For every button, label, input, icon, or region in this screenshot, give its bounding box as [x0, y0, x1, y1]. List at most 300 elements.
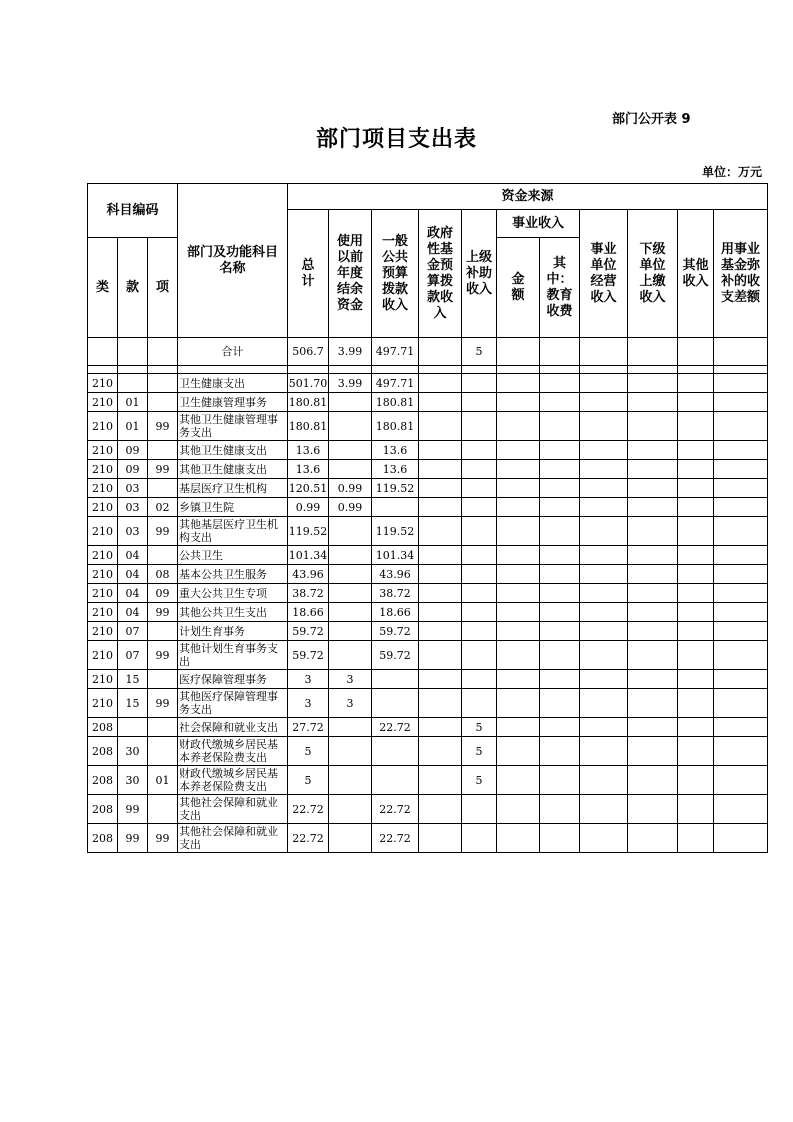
cell-kuan: 07: [118, 622, 148, 641]
cell-xiang: 02: [148, 498, 178, 517]
cell-gov-fund: [419, 498, 462, 517]
cell-prev: [329, 584, 372, 603]
cell-xiang: [148, 737, 178, 766]
cell-operating: [580, 603, 628, 622]
cell-kuan: 04: [118, 546, 148, 565]
cell-prev: [329, 718, 372, 737]
cell-xiang: [148, 622, 178, 641]
cell-subordinate: [628, 374, 678, 393]
cell-lei: 210: [88, 603, 118, 622]
cell-other: [678, 689, 714, 718]
cell-gov-fund: [419, 479, 462, 498]
cell-lei: 210: [88, 412, 118, 441]
table-row: [88, 460, 768, 479]
cell-subordinate: [628, 584, 678, 603]
cell-general: [372, 737, 419, 766]
cell-kuan: [118, 718, 148, 737]
cell-prev: [329, 737, 372, 766]
cell-operating: [580, 565, 628, 584]
cell-superior: [462, 565, 497, 584]
cell-name: 乡镇卫生院: [178, 498, 288, 517]
cell-total: 59.72: [288, 641, 329, 670]
cell-general: [372, 766, 419, 795]
cell-subordinate: [628, 795, 678, 824]
cell-prev: 0.99: [329, 498, 372, 517]
cell-edu: [540, 498, 580, 517]
cell-kuan: 09: [118, 460, 148, 479]
cell-other: [678, 517, 714, 546]
cell-gov-fund: [419, 689, 462, 718]
cell-operating: [580, 441, 628, 460]
total-amount: 506.7: [288, 338, 329, 366]
cell-amount: [497, 441, 540, 460]
cell-subordinate: [628, 689, 678, 718]
table-row: [88, 622, 768, 641]
cell-kuan: 30: [118, 766, 148, 795]
cell-edu: [540, 766, 580, 795]
cell-gov-fund: [419, 718, 462, 737]
cell-other: [678, 441, 714, 460]
cell-xiang: 99: [148, 641, 178, 670]
cell-amount: [497, 565, 540, 584]
cell-total: 59.72: [288, 622, 329, 641]
cell-other: [678, 718, 714, 737]
cell-fund-balance: [714, 460, 768, 479]
cell-xiang: 99: [148, 689, 178, 718]
cell-operating: [580, 670, 628, 689]
cell-lei: 208: [88, 824, 118, 853]
cell-name: 其他卫生健康支出: [178, 441, 288, 460]
cell-edu: [540, 517, 580, 546]
table-row: [88, 718, 768, 737]
cell-superior: [462, 498, 497, 517]
cell-name: 其他基层医疗卫生机构支出: [178, 517, 288, 546]
header-prev-balance: 使用以前年度结余资金: [329, 210, 372, 338]
header-lei: 类: [88, 238, 118, 338]
cell-kuan: [118, 374, 148, 393]
cell-superior: [462, 546, 497, 565]
cell-xiang: 99: [148, 460, 178, 479]
cell-operating: [580, 412, 628, 441]
table-row: [88, 670, 768, 689]
cell-other: [678, 641, 714, 670]
cell-xiang: [148, 374, 178, 393]
table-row: [88, 546, 768, 565]
cell-gov-fund: [419, 412, 462, 441]
cell-gov-fund: [419, 641, 462, 670]
cell-operating: [580, 498, 628, 517]
cell-fund-balance: [714, 546, 768, 565]
cell-kuan: 30: [118, 737, 148, 766]
cell-fund-balance: [714, 374, 768, 393]
cell-superior: [462, 795, 497, 824]
cell-other: [678, 565, 714, 584]
cell-xiang: 99: [148, 412, 178, 441]
cell-name: 社会保障和就业支出: [178, 718, 288, 737]
cell-prev: [329, 565, 372, 584]
cell-prev: [329, 603, 372, 622]
cell-name: 财政代缴城乡居民基本养老保险费支出: [178, 737, 288, 766]
cell-kuan: 03: [118, 479, 148, 498]
cell-total: 180.81: [288, 412, 329, 441]
cell-other: [678, 374, 714, 393]
cell-total: 5: [288, 737, 329, 766]
cell-name: 财政代缴城乡居民基本养老保险费支出: [178, 766, 288, 795]
cell-edu: [540, 718, 580, 737]
header-other: 其他收入: [678, 210, 714, 338]
cell-gov-fund: [419, 546, 462, 565]
total-prev: 3.99: [329, 338, 372, 366]
cell-operating: [580, 517, 628, 546]
cell-fund-balance: [714, 689, 768, 718]
page-title: 部门项目支出表: [315, 127, 477, 152]
cell-amount: [497, 603, 540, 622]
cell-edu: [540, 689, 580, 718]
table-row: [88, 603, 768, 622]
cell-xiang: [148, 479, 178, 498]
cell-gov-fund: [419, 737, 462, 766]
cell-other: [678, 460, 714, 479]
cell-superior: [462, 670, 497, 689]
cell-amount: [497, 460, 540, 479]
cell-name: 其他公共卫生支出: [178, 603, 288, 622]
cell-total: 3: [288, 670, 329, 689]
cell-gov-fund: [419, 441, 462, 460]
cell-xiang: 99: [148, 824, 178, 853]
cell-total: 101.34: [288, 546, 329, 565]
cell-lei: 210: [88, 622, 118, 641]
cell-total: 0.99: [288, 498, 329, 517]
cell-kuan: 07: [118, 641, 148, 670]
cell-lei: 210: [88, 546, 118, 565]
cell-gov-fund: [419, 517, 462, 546]
cell-subordinate: [628, 460, 678, 479]
header-operating: 事业单位经营收入: [580, 210, 628, 338]
header-superior-grant: 上级补助收入: [462, 210, 497, 338]
cell-total: 18.66: [288, 603, 329, 622]
cell-name: 公共卫生: [178, 546, 288, 565]
cell-operating: [580, 824, 628, 853]
table-row: [88, 479, 768, 498]
cell-other: [678, 412, 714, 441]
spacer-row: [88, 366, 768, 374]
cell-edu: [540, 795, 580, 824]
cell-superior: [462, 584, 497, 603]
cell-superior: [462, 824, 497, 853]
cell-operating: [580, 374, 628, 393]
cell-general: [372, 498, 419, 517]
cell-prev: 3: [329, 670, 372, 689]
cell-amount: [497, 689, 540, 718]
cell-gov-fund: [419, 670, 462, 689]
cell-amount: [497, 766, 540, 795]
table-row: [88, 824, 768, 853]
total-superior: 5: [462, 338, 497, 366]
cell-subordinate: [628, 737, 678, 766]
cell-operating: [580, 622, 628, 641]
cell-other: [678, 795, 714, 824]
cell-operating: [580, 393, 628, 412]
cell-general: 22.72: [372, 795, 419, 824]
cell-total: 501.70: [288, 374, 329, 393]
cell-lei: 210: [88, 374, 118, 393]
cell-total: 22.72: [288, 795, 329, 824]
table-row: [88, 517, 768, 546]
table-row: [88, 689, 768, 718]
cell-xiang: 99: [148, 603, 178, 622]
cell-xiang: [148, 546, 178, 565]
header-subject-code: 科目编码: [88, 184, 178, 238]
cell-fund-balance: [714, 737, 768, 766]
cell-gov-fund: [419, 603, 462, 622]
cell-other: [678, 479, 714, 498]
cell-subordinate: [628, 498, 678, 517]
cell-total: 119.52: [288, 517, 329, 546]
cell-prev: [329, 393, 372, 412]
cell-general: 22.72: [372, 718, 419, 737]
cell-xiang: [148, 441, 178, 460]
cell-lei: 210: [88, 584, 118, 603]
table-row: [88, 584, 768, 603]
cell-prev: [329, 824, 372, 853]
cell-superior: [462, 393, 497, 412]
cell-kuan: 04: [118, 584, 148, 603]
cell-total: 13.6: [288, 441, 329, 460]
cell-general: 59.72: [372, 641, 419, 670]
cell-amount: [497, 670, 540, 689]
table-row: [88, 565, 768, 584]
cell-kuan: 04: [118, 565, 148, 584]
table-row: [88, 393, 768, 412]
cell-prev: 0.99: [329, 479, 372, 498]
cell-superior: [462, 441, 497, 460]
cell-operating: [580, 641, 628, 670]
cell-xiang: 01: [148, 766, 178, 795]
cell-lei: 210: [88, 393, 118, 412]
cell-other: [678, 603, 714, 622]
cell-prev: [329, 766, 372, 795]
header-fund-balance: 用事业基金弥补的收支差额: [714, 210, 768, 338]
cell-subordinate: [628, 670, 678, 689]
cell-lei: 210: [88, 441, 118, 460]
cell-other: [678, 737, 714, 766]
cell-other: [678, 584, 714, 603]
cell-name: 计划生育事务: [178, 622, 288, 641]
cell-amount: [497, 412, 540, 441]
cell-kuan: 99: [118, 824, 148, 853]
cell-fund-balance: [714, 517, 768, 546]
cell-edu: [540, 670, 580, 689]
cell-lei: 210: [88, 641, 118, 670]
cell-other: [678, 622, 714, 641]
cell-name: 其他医疗保障管理事务支出: [178, 689, 288, 718]
cell-subordinate: [628, 622, 678, 641]
cell-other: [678, 546, 714, 565]
cell-name: 重大公共卫生专项: [178, 584, 288, 603]
cell-operating: [580, 546, 628, 565]
cell-superior: [462, 517, 497, 546]
cell-edu: [540, 584, 580, 603]
cell-xiang: [148, 795, 178, 824]
cell-superior: 5: [462, 766, 497, 795]
cell-kuan: 03: [118, 517, 148, 546]
cell-amount: [497, 517, 540, 546]
cell-prev: [329, 641, 372, 670]
cell-total: 180.81: [288, 393, 329, 412]
cell-fund-balance: [714, 479, 768, 498]
table-row: [88, 412, 768, 441]
cell-name: 基层医疗卫生机构: [178, 479, 288, 498]
cell-total: 5: [288, 766, 329, 795]
cell-kuan: 01: [118, 412, 148, 441]
cell-fund-balance: [714, 498, 768, 517]
cell-gov-fund: [419, 795, 462, 824]
cell-fund-balance: [714, 795, 768, 824]
cell-prev: 3.99: [329, 374, 372, 393]
table-row: [88, 795, 768, 824]
cell-subordinate: [628, 393, 678, 412]
cell-gov-fund: [419, 393, 462, 412]
cell-fund-balance: [714, 766, 768, 795]
cell-superior: [462, 641, 497, 670]
table-row: [88, 641, 768, 670]
unit-label: 单位：万元: [702, 165, 763, 179]
header-source: 资金来源: [288, 184, 768, 210]
cell-gov-fund: [419, 584, 462, 603]
cell-operating: [580, 795, 628, 824]
cell-total: 38.72: [288, 584, 329, 603]
cell-amount: [497, 795, 540, 824]
cell-fund-balance: [714, 824, 768, 853]
cell-edu: [540, 737, 580, 766]
cell-general: 59.72: [372, 622, 419, 641]
cell-general: 43.96: [372, 565, 419, 584]
cell-general: [372, 670, 419, 689]
cell-lei: 208: [88, 737, 118, 766]
cell-xiang: 08: [148, 565, 178, 584]
table-row: [88, 498, 768, 517]
cell-lei: 210: [88, 479, 118, 498]
cell-total: 13.6: [288, 460, 329, 479]
cell-general: 18.66: [372, 603, 419, 622]
cell-fund-balance: [714, 641, 768, 670]
cell-subordinate: [628, 441, 678, 460]
cell-lei: 208: [88, 718, 118, 737]
cell-fund-balance: [714, 603, 768, 622]
cell-subordinate: [628, 412, 678, 441]
cell-lei: 210: [88, 498, 118, 517]
cell-edu: [540, 374, 580, 393]
cell-edu: [540, 412, 580, 441]
total-general: 497.71: [372, 338, 419, 366]
cell-subordinate: [628, 565, 678, 584]
cell-subordinate: [628, 824, 678, 853]
cell-fund-balance: [714, 584, 768, 603]
header-subordinate: 下级单位上缴收入: [628, 210, 678, 338]
table-row: [88, 441, 768, 460]
cell-xiang: 09: [148, 584, 178, 603]
cell-general: [372, 689, 419, 718]
cell-xiang: [148, 670, 178, 689]
cell-name: 基本公共卫生服务: [178, 565, 288, 584]
header-amount: 金额: [497, 238, 540, 338]
cell-other: [678, 766, 714, 795]
cell-other: [678, 670, 714, 689]
cell-name: 其他卫生健康支出: [178, 460, 288, 479]
cell-other: [678, 498, 714, 517]
header-of-which-edu: 其中：教育收费: [540, 238, 580, 338]
cell-superior: [462, 479, 497, 498]
header-general-budget: 一般公共预算拨款收入: [372, 210, 419, 338]
cell-amount: [497, 641, 540, 670]
cell-xiang: [148, 393, 178, 412]
cell-general: 180.81: [372, 393, 419, 412]
header-kuan: 款: [118, 238, 148, 338]
cell-operating: [580, 479, 628, 498]
header-total: 总计: [288, 210, 329, 338]
cell-prev: [329, 546, 372, 565]
expenditure-table: [87, 183, 768, 853]
cell-edu: [540, 393, 580, 412]
cell-gov-fund: [419, 374, 462, 393]
cell-gov-fund: [419, 824, 462, 853]
cell-general: 497.71: [372, 374, 419, 393]
cell-fund-balance: [714, 565, 768, 584]
cell-lei: 210: [88, 670, 118, 689]
cell-amount: [497, 584, 540, 603]
header-dept-name: 部门及功能科目名称: [178, 184, 288, 338]
cell-name: 其他计划生育事务支出: [178, 641, 288, 670]
cell-operating: [580, 766, 628, 795]
cell-total: 3: [288, 689, 329, 718]
cell-kuan: 09: [118, 441, 148, 460]
cell-lei: 208: [88, 766, 118, 795]
cell-name: 其他卫生健康管理事务支出: [178, 412, 288, 441]
cell-general: 119.52: [372, 517, 419, 546]
cell-amount: [497, 498, 540, 517]
cell-total: 22.72: [288, 824, 329, 853]
cell-subordinate: [628, 546, 678, 565]
cell-kuan: 01: [118, 393, 148, 412]
cell-subordinate: [628, 641, 678, 670]
cell-subordinate: [628, 517, 678, 546]
cell-edu: [540, 546, 580, 565]
cell-edu: [540, 441, 580, 460]
table-row: [88, 766, 768, 795]
cell-general: 13.6: [372, 460, 419, 479]
cell-amount: [497, 479, 540, 498]
cell-kuan: 04: [118, 603, 148, 622]
cell-prev: [329, 460, 372, 479]
cell-prev: [329, 412, 372, 441]
cell-fund-balance: [714, 412, 768, 441]
cell-name: 卫生健康支出: [178, 374, 288, 393]
cell-edu: [540, 479, 580, 498]
cell-amount: [497, 393, 540, 412]
cell-amount: [497, 374, 540, 393]
cell-edu: [540, 824, 580, 853]
cell-superior: [462, 460, 497, 479]
cell-operating: [580, 584, 628, 603]
cell-other: [678, 824, 714, 853]
cell-operating: [580, 689, 628, 718]
cell-superior: 5: [462, 718, 497, 737]
cell-subordinate: [628, 718, 678, 737]
table-row: [88, 737, 768, 766]
cell-general: 22.72: [372, 824, 419, 853]
cell-other: [678, 393, 714, 412]
cell-amount: [497, 622, 540, 641]
